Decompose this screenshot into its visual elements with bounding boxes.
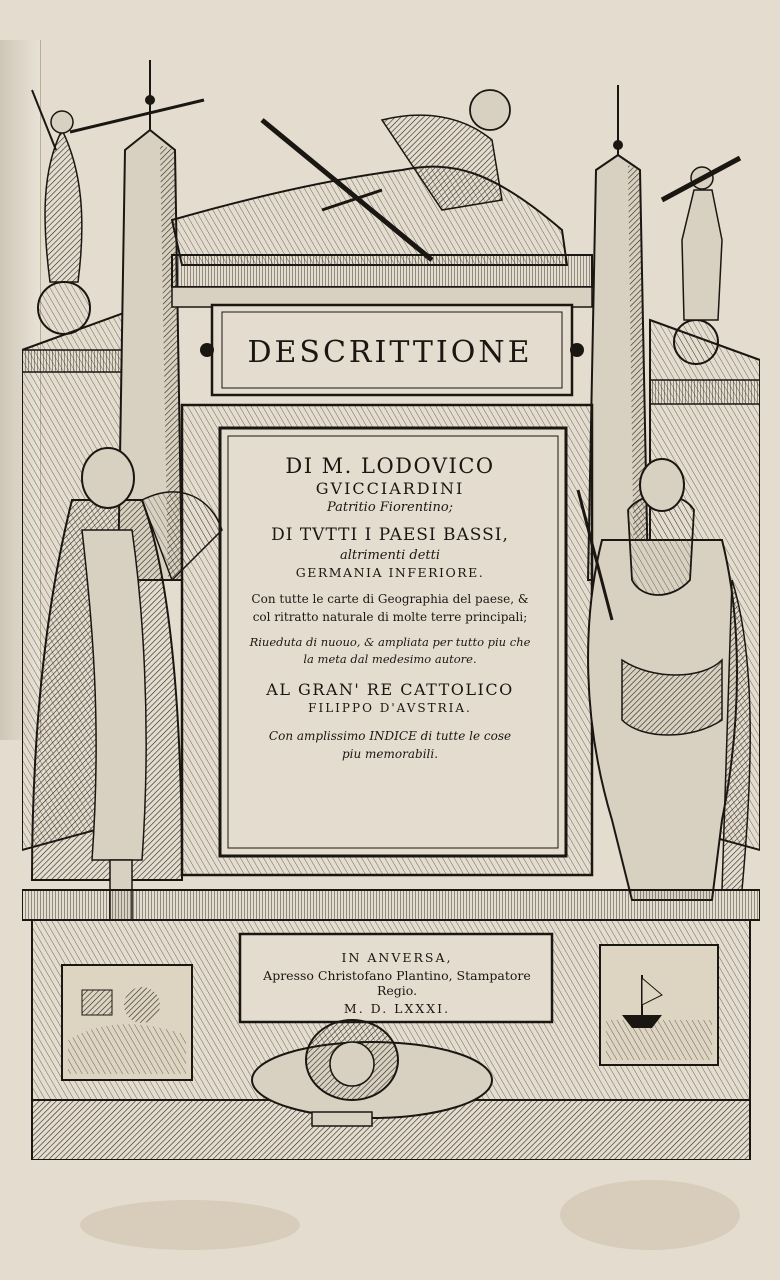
entablature bbox=[172, 255, 592, 307]
index-note: Con amplissimo INDICE di tutte le cose piu memorabili. bbox=[268, 729, 512, 761]
dedication-line: AL GRAN' RE CATTOLICO bbox=[266, 680, 514, 699]
ships-scene-vignette bbox=[600, 945, 718, 1065]
imprint-place: IN ANVERSA, bbox=[341, 950, 453, 965]
imprint-cartouche bbox=[244, 946, 550, 1016]
title-plaque bbox=[215, 310, 565, 395]
paper-stain bbox=[80, 1200, 300, 1250]
title-text-panel bbox=[234, 440, 546, 840]
subject-alt: altrimenti detti bbox=[339, 548, 441, 563]
author-line: DI M. LODOVICO bbox=[285, 454, 495, 478]
dedication-name: FILIPPO D'AVSTRIA. bbox=[308, 701, 472, 715]
subject-name: GERMANIA INFERIORE. bbox=[295, 565, 485, 580]
contents-note: Con tutte le carte di Geographia del paese, & col ritratto naturale di molte terre principali; bbox=[251, 592, 529, 624]
imprint-printer: Apresso Christofano Plantino, Stampatore Regio. bbox=[263, 968, 531, 998]
plowing-scene-vignette bbox=[62, 965, 192, 1080]
author-origin: Patritio Fiorentino; bbox=[326, 500, 454, 515]
imprint-year: M. D. LXXXI. bbox=[343, 1001, 451, 1016]
revision-note: Riueduta di nuouo, & ampliata per tutto piu che la meta dal medesimo autore. bbox=[249, 635, 531, 666]
author-surname: GVICCIARDINI bbox=[315, 479, 465, 498]
reclining-geometry-figure bbox=[172, 90, 567, 265]
subject-line: DI TVTTI I PAESI BASSI, bbox=[271, 525, 509, 545]
book-title: DESCRITTIONE bbox=[247, 335, 533, 370]
paper-stain bbox=[560, 1180, 740, 1250]
